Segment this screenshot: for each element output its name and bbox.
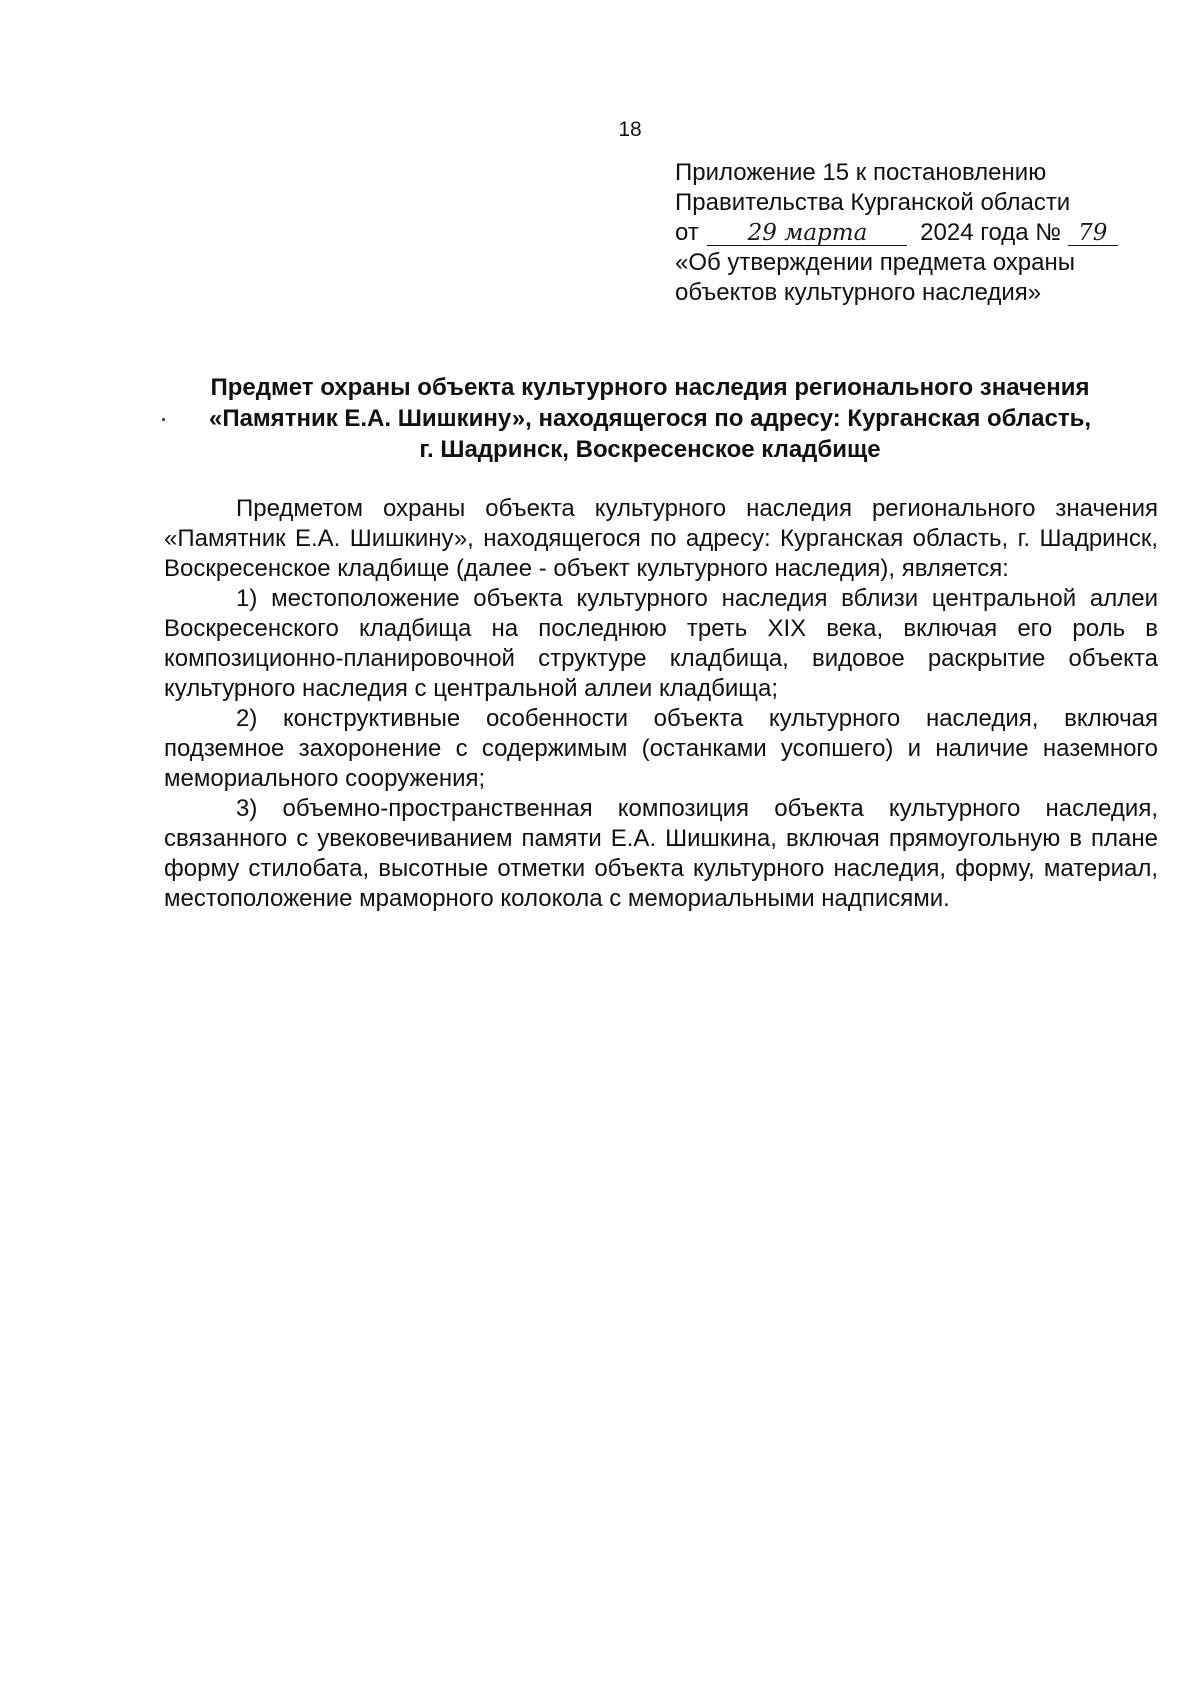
body-item-1: 1) местоположение объекта культурного наследия вблизи центральной аллеи Воскресенского кладбища на последнюю треть XIX века, включая его роль в композиционно-планировочной структуре кладбища, видовое раскрытие объекта культурного наследия с центральной аллеи кладбища; bbox=[164, 585, 1158, 702]
header-line-subject: «Об утверждении предмета охраны bbox=[675, 249, 1075, 276]
document-title bbox=[140, 372, 1160, 465]
header-line-government: Правительства Курганской области bbox=[675, 189, 1071, 216]
page-number: 18 bbox=[618, 118, 642, 141]
handwritten-number: 79 bbox=[1068, 221, 1118, 246]
header-line-date bbox=[675, 218, 1155, 248]
title-line-2: «Памятник Е.А. Шишкину», находящегося по адресу: Курганская область, bbox=[208, 405, 1091, 432]
body-item-2: 2) конструктивные особенности объекта культурного наследия, включая подземное захоронение с содержимым (останками усопшего) и наличие наземного мемориального сооружения; bbox=[164, 705, 1158, 792]
body-item-3: 3) объемно-пространственная композиция объекта культурного наследия, связанного с увековечиванием памяти Е.А. Шишкина, включая прямоугольную в плане форму стилобата, высотные отметки объекта культурного наследия, форму, материал, местоположение мраморного колокола с мемориальными надписями. bbox=[164, 795, 1158, 912]
header-line-subject-cont: объектов культурного наследия» bbox=[675, 279, 1042, 306]
header-line-appendix: Приложение 15 к постановлению bbox=[675, 159, 1047, 186]
appendix-header bbox=[675, 158, 1155, 308]
body-intro-paragraph: Предметом охраны объекта культурного наследия регионального значения «Памятник Е.А. Шишкину», находящегося по адресу: Курганская область, г. Шадринск, Воскресенское кладбище (далее - объект культурного наследия), является: bbox=[164, 495, 1158, 582]
handwritten-date: 29 марта bbox=[707, 221, 907, 246]
date-prefix: от bbox=[675, 219, 699, 246]
year-label: 2024 года № bbox=[920, 219, 1062, 246]
title-line-1: Предмет охраны объекта культурного наследия регионального значения bbox=[210, 374, 1090, 401]
title-line-3: г. Шадринск, Воскресенское кладбище bbox=[419, 436, 881, 463]
document-body bbox=[164, 494, 1158, 914]
